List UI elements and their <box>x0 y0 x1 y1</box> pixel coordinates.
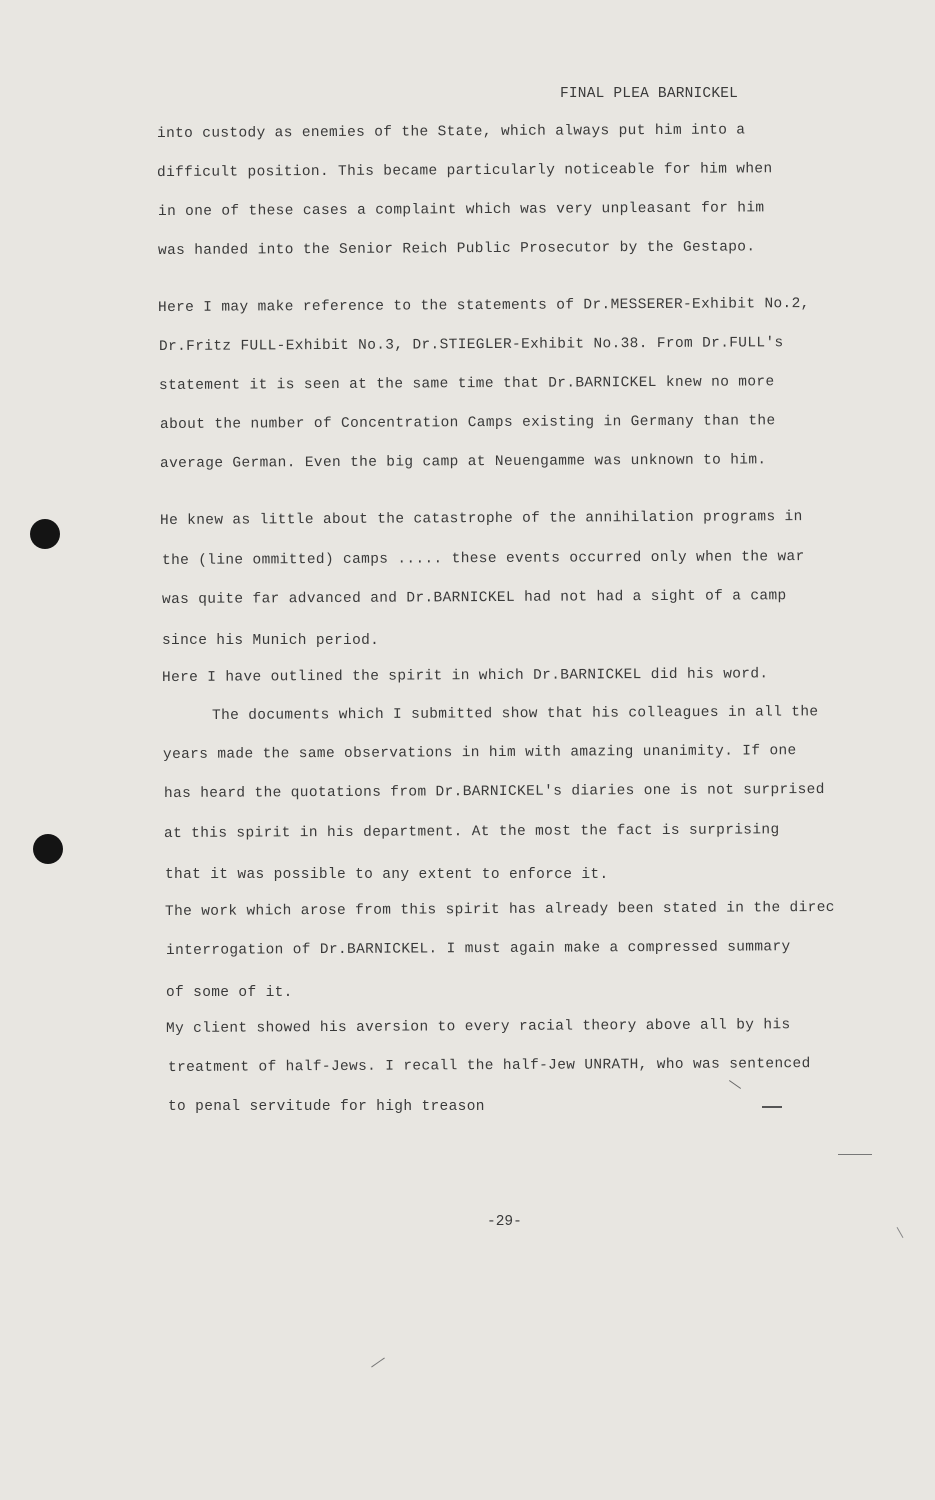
text-line: into custody as enemies of the State, which always put him into a <box>156 122 746 142</box>
text-line: years made the same observations in him with amazing unanimity. If one <box>162 743 797 763</box>
page-header: FINAL PLEA BARNICKEL <box>560 86 739 102</box>
pen-mark <box>729 1080 741 1089</box>
text-line: about the number of Concentration Camps existing in Germany than the <box>159 413 776 433</box>
text-line: Dr.Fritz FULL-Exhibit No.3, Dr.STIEGLER-Exhibit No.38. From Dr.FULL's <box>158 335 784 355</box>
text-line: Here I have outlined the spirit in which Dr.BARNICKEL did his word. <box>161 666 769 686</box>
text-line: the (line ommitted) camps ..... these events occurred only when the war <box>161 549 805 569</box>
text-line: average German. Even the big camp at Neuengamme was unknown to him. <box>159 452 767 472</box>
text-line: was quite far advanced and Dr.BARNICKEL had not had a sight of a camp <box>161 588 787 608</box>
text-line: statement it is seen at the same time that Dr.BARNICKEL knew no more <box>158 374 775 394</box>
text-line: difficult position. This became particularly noticeable for him when <box>156 161 773 181</box>
pen-mark <box>371 1358 385 1368</box>
text-line: that it was possible to any extent to enforce it. <box>165 867 609 883</box>
text-line: Here I may make reference to the statements of Dr.MESSERER-Exhibit No.2, <box>157 296 810 316</box>
punch-hole <box>30 519 60 549</box>
text-line: The documents which I submitted show that his colleagues in all the <box>211 704 819 724</box>
text-line: The work which arose from this spirit has already been stated in the direc <box>164 899 835 920</box>
text-line: He knew as little about the catastrophe of the annihilation programs in <box>159 509 803 529</box>
text-line: at this spirit in his department. At the most the fact is surprising <box>163 822 780 842</box>
dash-mark <box>838 1154 872 1155</box>
dash-mark <box>762 1106 782 1108</box>
text-line: treatment of half-Jews. I recall the half-Jew UNRATH, who was sentenced <box>167 1056 811 1076</box>
text-line: to penal servitude for high treason <box>168 1099 485 1115</box>
text-line: has heard the quotations from Dr.BARNICKEL's diaries one is not surprised <box>163 781 825 802</box>
text-line: interrogation of Dr.BARNICKEL. I must again make a compressed summary <box>165 939 791 959</box>
page-number: -29- <box>487 1214 522 1230</box>
text-line: was handed into the Senior Reich Public Prosecutor by the Gestapo. <box>157 239 756 259</box>
text-line: in one of these cases a complaint which was very unpleasant for him <box>157 200 765 220</box>
punch-hole <box>33 834 63 864</box>
text-line: My client showed his aversion to every racial theory above all by his <box>165 1017 791 1037</box>
text-line: since his Munich period. <box>162 633 380 649</box>
text-line: of some of it. <box>166 985 293 1001</box>
pen-mark <box>897 1227 904 1238</box>
